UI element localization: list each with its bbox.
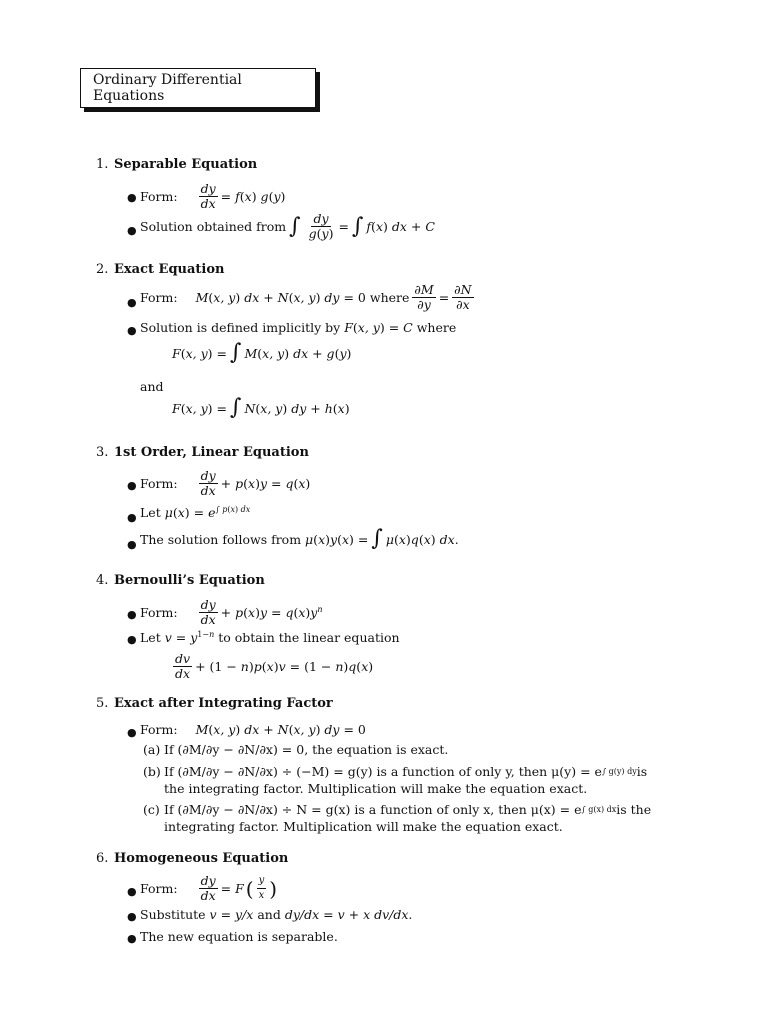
- sub-item-c: (c) If (∂M/∂y − ∂N/∂x) ÷ N = g(x) is a function of only x, then μ(x) = e ∫ g(x) dx is the: [143, 802, 652, 817]
- bullet: ●: [127, 511, 137, 524]
- exact-F-eq-1: F(x, y) = ∫ M(x, y) dx + g(y): [172, 340, 352, 365]
- section-3-heading: 3. 1st Order, Linear Equation: [96, 445, 309, 460]
- section-6-heading: 6. Homogeneous Equation: [96, 851, 289, 866]
- page-title: Ordinary Differential Equations: [93, 72, 242, 104]
- exact-F-eq-2: F(x, y) = ∫ N(x, y) dy + h(x): [172, 395, 350, 420]
- sub-item-b-cont: the integrating factor. Multiplication will make the equation exact.: [164, 781, 588, 796]
- sub-item-b: (b) If (∂M/∂y − ∂N/∂x) ÷ (−M) = g(y) is a function of only y, then μ(y) = e ∫ g(y) dy is: [143, 764, 648, 779]
- exact-form: Form: M(x, y) dx + N(x, y) dy = 0 where $\frac{\partial M}{\partial y}$ = $\frac{\partial N}{\partial x}$: [140, 282, 472, 312]
- bullet: ●: [127, 296, 137, 309]
- bullet: ●: [127, 224, 137, 237]
- exact-implicit: Solution is defined implicitly by F(x, y) = C where: [140, 320, 457, 335]
- ifactor-form: Form: M(x, y) dx + N(x, y) dy = 0: [140, 722, 366, 737]
- linear-let: Let $\mu(x) = e^{\int p(x) dx}$: [140, 505, 251, 521]
- linear-form: Form: $\frac{dy}{dx}$ + p(x)y = q(x): [140, 468, 311, 498]
- title-box: [80, 68, 316, 108]
- bullet: ●: [127, 538, 137, 551]
- bullet: ●: [127, 608, 137, 621]
- bernoulli-let: Let $v = y^{1-n}$ to obtain the linear equation: [140, 630, 400, 646]
- section-1-heading: 1. Separable Equation: [96, 157, 258, 172]
- and-text: and: [140, 379, 164, 394]
- section-2-heading: 2. Exact Equation: [96, 262, 225, 277]
- bullet: ●: [127, 932, 137, 945]
- sub-item-c-cont: integrating factor. Multiplication will make the equation exact.: [164, 819, 563, 834]
- bullet: ●: [127, 910, 137, 923]
- section-4-heading: 4. Bernoulli’s Equation: [96, 573, 265, 588]
- linear-solution: The solution follows from μ(x)y(x) = ∫ μ(x)q(x) dx.: [140, 526, 459, 551]
- bullet: ●: [127, 479, 137, 492]
- bernoulli-form: Form: $\frac{dy}{dx}$ + $p(x)y = q(x)y^n$: [140, 597, 323, 627]
- bullet: ●: [127, 633, 137, 646]
- separable-form: Form: $\frac{dy}{dx}$ = f(x) g(y): [140, 181, 286, 211]
- bullet: ●: [127, 191, 137, 204]
- bullet: ●: [127, 726, 137, 739]
- homog-form: Form: $\frac{dy}{dx}$ = F ( $\frac{y}{x}$ ): [140, 873, 278, 903]
- homog-substitute: Substitute v = y/x and dy/dx = v + x dv/dx.: [140, 907, 413, 922]
- bullet: ●: [127, 885, 137, 898]
- sub-item-a: (a) If (∂M/∂y − ∂N/∂x) = 0, the equation is exact.: [143, 742, 449, 757]
- separable-solution: Solution obtained from ∫ $\frac{dy}{g(y)}$ = ∫ f(x) dx + C: [140, 211, 435, 241]
- bernoulli-linear: $\frac{dv}{dx}$ + (1 − n)p(x)v = (1 − n)q(x): [175, 651, 374, 681]
- bullet: ●: [127, 324, 137, 337]
- section-5-heading: 5. Exact after Integrating Factor: [96, 696, 333, 711]
- homog-separable: The new equation is separable.: [140, 929, 338, 944]
